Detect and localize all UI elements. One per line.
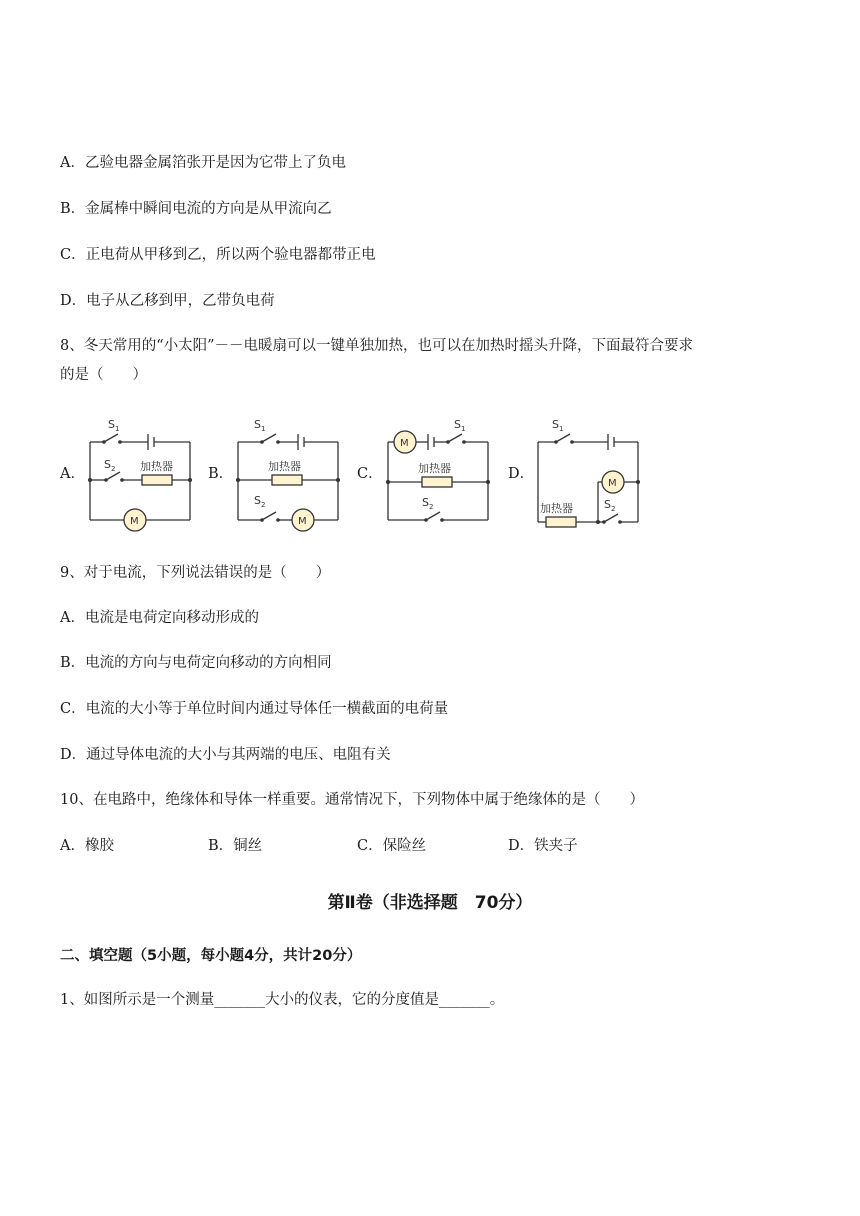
heater-label: 加热器	[268, 460, 301, 473]
svg-text:1: 1	[461, 425, 466, 433]
motor-icon: M	[400, 438, 409, 449]
svg-text:2: 2	[261, 501, 266, 509]
svg-text:2: 2	[611, 505, 616, 513]
heater-label: 加热器	[540, 502, 573, 515]
fill-blank-q1: 1、如图所示是一个测量_______大小的仪表，它的分度值是_______。	[60, 992, 505, 1008]
switch-label-s2: S	[104, 458, 111, 471]
switch-label-s2: S	[604, 498, 611, 511]
q8-label-a: A．	[60, 466, 85, 482]
q7-option-c: C．正电荷从甲移到乙，所以两个验电器都带正电	[60, 247, 376, 263]
svg-text:2: 2	[429, 503, 434, 511]
svg-text:1: 1	[559, 425, 564, 433]
switch-label-s1: S	[254, 418, 261, 431]
q10-option-d: D．铁夹子	[508, 838, 578, 854]
heater-label: 加热器	[418, 462, 451, 475]
q7-option-a: A．乙验电器金属箔张开是因为它带上了负电	[60, 155, 346, 171]
q10-option-c: C．保险丝	[357, 838, 427, 854]
svg-text:2: 2	[111, 465, 116, 473]
circuit-diagram-d	[532, 412, 644, 532]
q8-label-d: D．	[508, 466, 535, 482]
svg-text:1: 1	[261, 425, 266, 433]
q7-option-d: D．电子从乙移到甲，乙带负电荷	[60, 293, 275, 309]
q9-option-c: C．电流的大小等于单位时间内通过导体任一横截面的电荷量	[60, 701, 449, 717]
q9-option-a: A．电流是电荷定向移动形成的	[60, 610, 259, 626]
q8-label-b: B．	[208, 466, 234, 482]
part-two-title: 第Ⅱ卷（非选择题 70分）	[327, 893, 533, 913]
q10-option-a: A．橡胶	[60, 838, 114, 854]
q10-stem: 10、在电路中，绝缘体和导体一样重要。通常情况下，下列物体中属于绝缘体的是（ ）	[60, 792, 644, 808]
circuit-diagram-c	[382, 412, 494, 528]
switch-label-s2: S	[422, 496, 429, 509]
circuit-diagram-a	[84, 412, 196, 528]
heater-label: 加热器	[140, 460, 173, 473]
q9-option-b: B．电流的方向与电荷定向移动的方向相同	[60, 655, 332, 671]
switch-label-s1: S	[552, 418, 559, 431]
fill-blank-section-heading: 二、填空题（5小题，每小题4分，共计20分）	[60, 948, 362, 964]
svg-text:1: 1	[115, 425, 120, 433]
motor-icon: M	[608, 478, 617, 489]
switch-label-s1: S	[454, 418, 461, 431]
q7-option-b: B．金属棒中瞬间电流的方向是从甲流向乙	[60, 201, 332, 217]
switch-label-s2: S	[254, 494, 261, 507]
q8-stem-line2: 的是（ ）	[60, 367, 147, 383]
q10-option-b: B．铜丝	[208, 838, 263, 854]
q9-stem: 9、对于电流，下列说法错误的是（ ）	[60, 565, 331, 581]
motor-icon: M	[130, 516, 139, 527]
motor-icon: M	[298, 516, 307, 527]
switch-label-s1: S	[108, 418, 115, 431]
q9-option-d: D．通过导体电流的大小与其两端的电压、电阻有关	[60, 747, 391, 763]
circuit-diagram-b	[232, 412, 344, 528]
q8-stem-line1: 8、冬天常用的“小太阳”－－电暖扇可以一键单独加热，也可以在加热时摇头升降，下面最符合要求	[60, 338, 694, 354]
q8-label-c: C．	[357, 466, 383, 482]
